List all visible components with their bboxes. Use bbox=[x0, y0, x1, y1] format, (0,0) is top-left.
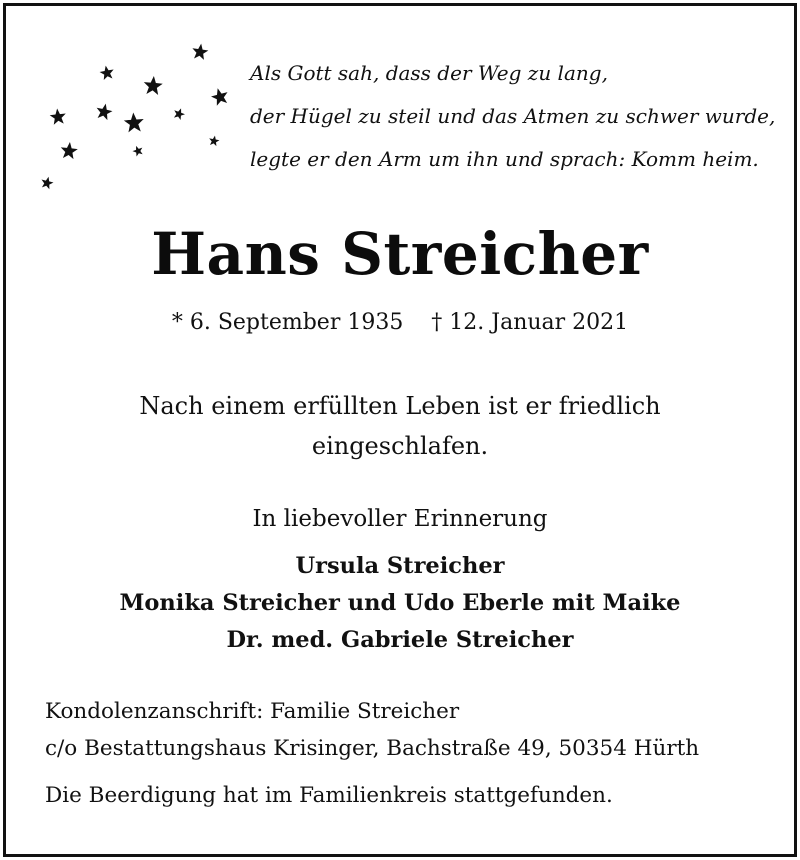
family-member: Monika Streicher und Udo Eberle mit Maike bbox=[119, 590, 681, 616]
tribute-text bbox=[0, 386, 800, 466]
stars-decoration bbox=[30, 35, 240, 200]
poem-verse bbox=[250, 52, 776, 181]
family-member: Dr. med. Gabriele Streicher bbox=[226, 627, 574, 653]
tribute-line: eingeschlafen. bbox=[311, 432, 489, 460]
condolence-line: c/o Bestattungshaus Krisinger, Bachstraße 49, 50354 Hürth bbox=[45, 736, 700, 761]
remembrance-heading: In liebevoller Erinnerung bbox=[252, 506, 548, 532]
verse-line: der Hügel zu steil und das Atmen zu schwer wurde, bbox=[250, 104, 776, 128]
stars-cluster-icon bbox=[30, 35, 240, 200]
family-member: Ursula Streicher bbox=[295, 553, 505, 579]
deceased-name: Hans Streicher bbox=[151, 220, 649, 288]
verse-line: legte er den Arm um ihn und sprach: Komm heim. bbox=[250, 147, 759, 171]
condolence-address bbox=[45, 693, 775, 767]
condolence-line: Kondolenzanschrift: Familie Streicher bbox=[45, 699, 460, 724]
funeral-note: Die Beerdigung hat im Familienkreis stattgefunden. bbox=[45, 783, 613, 808]
family-members bbox=[0, 548, 800, 659]
verse-line: Als Gott sah, dass der Weg zu lang, bbox=[250, 61, 608, 85]
life-dates: * 6. September 1935 † 12. Januar 2021 bbox=[171, 310, 629, 335]
tribute-line: Nach einem erfüllten Leben ist er friedlich bbox=[139, 392, 661, 420]
